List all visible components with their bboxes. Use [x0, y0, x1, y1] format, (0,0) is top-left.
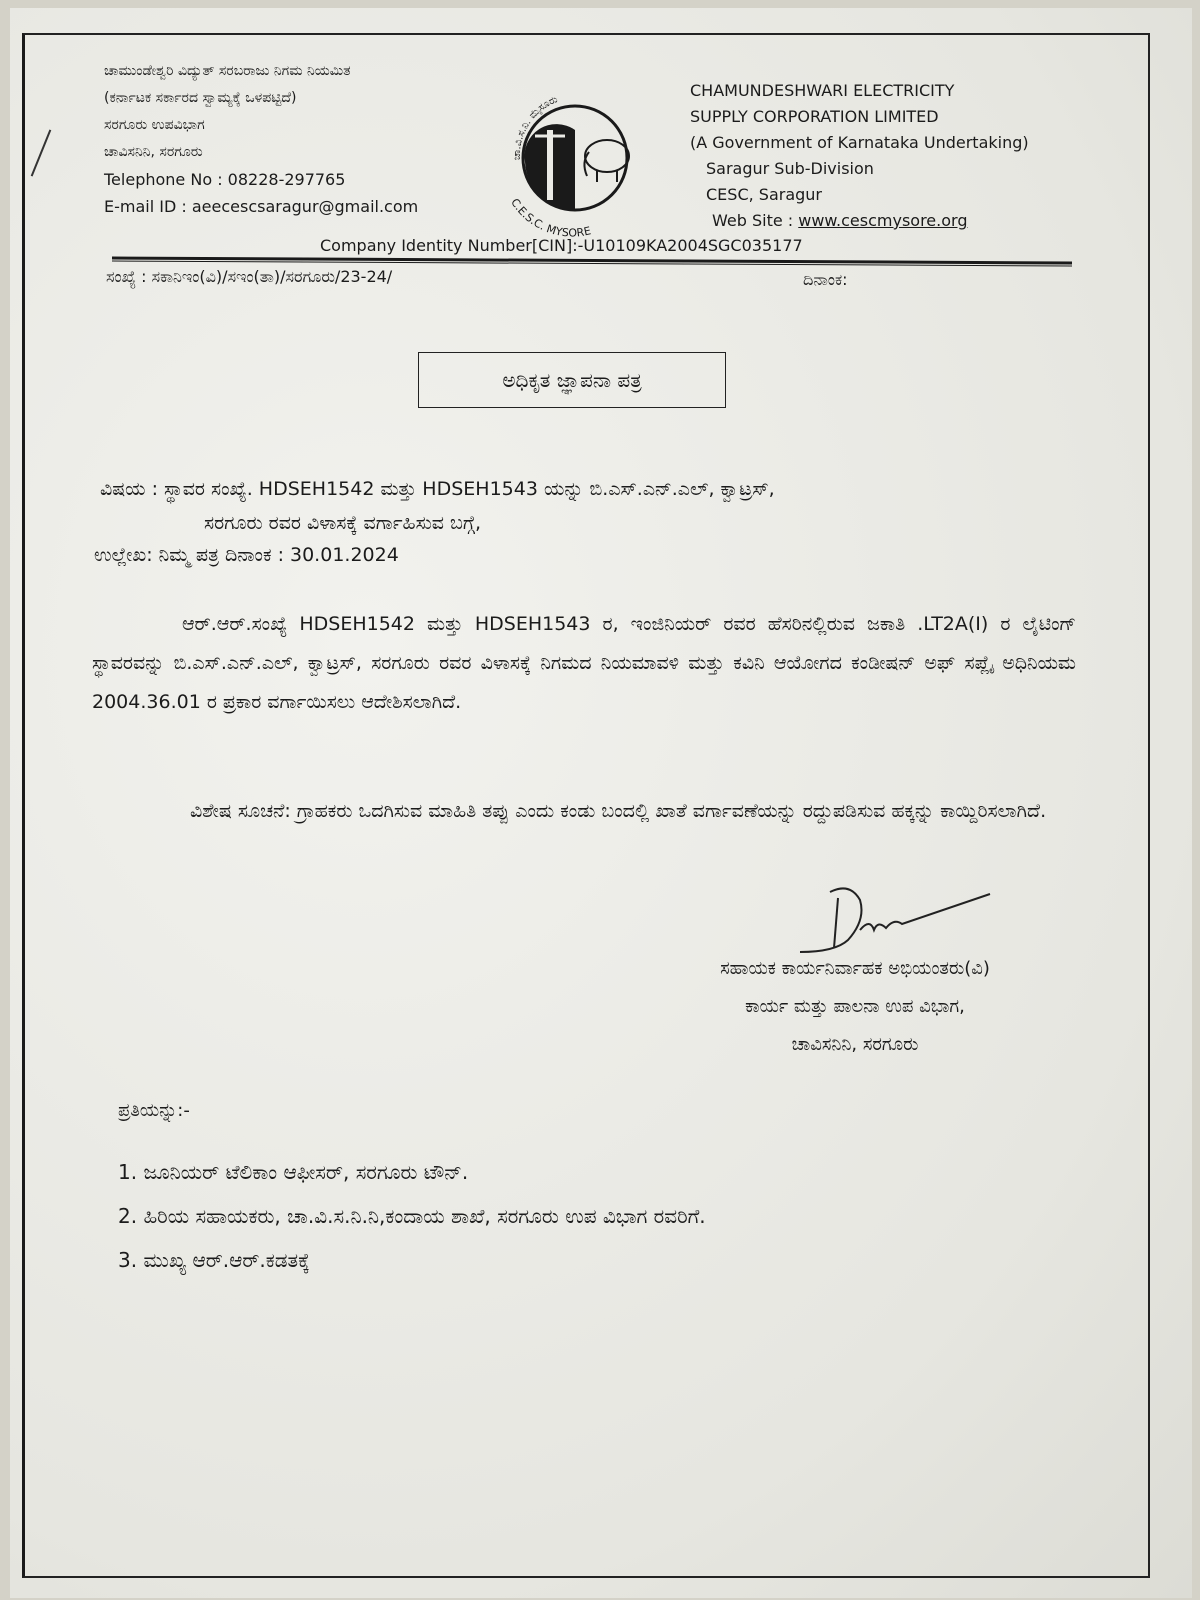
header-left	[104, 58, 484, 220]
subdivision-name: Saragur Sub-Division	[706, 159, 874, 178]
telephone: Telephone No : 08228-297765	[104, 170, 346, 189]
logo-top-text: ಚಾ.ವಿ.ಸ.ನಿ. ಮೈಸೂರು	[511, 94, 560, 161]
body-paragraph-1: ಆರ್.ಆರ್.ಸಂಖ್ಯೆ HDSEH1542 ಮತ್ತು HDSEH1543 ರ, ಇಂಜಿನಿಯರ್ ರವರ ಹೆಸರಿನಲ್ಲಿರುವ ಜಕಾತಿ .LT2A(I) ರ ಲೈಟಿಂಗ್ ಸ್ಥಾವರವನ್ನು ಬಿ.ಎಸ್.ಎನ್.ಎಲ್, ಕ್ವಾಟ್ರಸ್, ಸರಗೂರು ರವರ ವಿಳಾಸಕ್ಕೆ ನಿಗಮದ ನಿಯಮಾವಳಿ ಮತ್ತು ಕವಿನಿ ಆಯೋಗದ ಕಂಡೀಷನ್ ಅಫ್ ಸಪ್ಲೈ ಅಧಿನಿಯಮ 2004.36.01 ರ ಪ್ರಕಾರ ವರ್ಗಾಯಿಸಲು ಆದೇಶಿಸಲಾಗಿದೆ.	[92, 613, 1076, 713]
subject-block	[100, 472, 1100, 540]
signatory-office: ಚಾವಿಸನಿನಿ, ಸರಗೂರು	[791, 1034, 919, 1055]
subject-line1: ವಿಷಯ : ಸ್ಥಾವರ ಸಂಖ್ಯೆ. HDSEH1542 ಮತ್ತು HDSEH1543 ಯನ್ನು ಬಿ.ಎಸ್.ಎನ್.ಎಲ್, ಕ್ವಾಟ್ರಸ್,	[100, 478, 775, 500]
list-item: 2. ಹಿರಿಯ ಸಹಾಯಕರು, ಚಾ.ವಿ.ಸ.ನಿ.ನಿ,ಕಂದಾಯ ಶಾಖೆ, ಸರಗೂರು ಉಪ ವಿಭಾಗ ರವರಿಗೆ.	[118, 1204, 706, 1228]
body-paragraph-2: ವಿಶೇಷ ಸೂಚನೆ: ಗ್ರಾಹಕರು ಒದಗಿಸುವ ಮಾಹಿತಿ ತಪ್ಪು ಎಂದು ಕಂಡು ಬಂದಲ್ಲಿ ಖಾತೆ ವರ್ಗಾವಣೆಯನ್ನು ರದ್ದುಪಡಿಸುವ ಹಕ್ಕನ್ನು ಕಾಯ್ದಿರಿಸಲಾಗಿದೆ.	[190, 800, 1047, 822]
email: E-mail ID : aeecescsaragur@gmail.com	[104, 197, 419, 216]
website-link[interactable]: www.cescmysore.org	[798, 211, 968, 230]
reference-line: ಉಲ್ಲೇಖ: ನಿಮ್ಮ ಪತ್ರ ದಿನಾಂಕ : 30.01.2024	[94, 544, 399, 566]
website-label: Web Site :	[712, 211, 799, 230]
subdivision-kannada: ಸರಗೂರು ಉಪವಿಭಾಗ	[104, 117, 205, 133]
document-title: ಅಧಿಕೃತ ಜ್ಞಾಪನಾ ಪತ್ರ	[418, 352, 726, 408]
org-undertaking: (A Government of Karnataka Undertaking)	[690, 133, 1029, 152]
org-name-line2: SUPPLY CORPORATION LIMITED	[690, 107, 939, 126]
signatory-block	[620, 950, 1090, 1064]
list-item: 1. ಜೂನಿಯರ್ ಟೆಲಿಕಾಂ ಆಫೀಸರ್, ಸರಗೂರು ಟೌನ್.	[118, 1160, 469, 1184]
office-name: CESC, Saragur	[706, 185, 822, 204]
signature	[790, 880, 1000, 960]
copies-list	[118, 1150, 706, 1282]
signatory-designation: ಸಹಾಯಕ ಕಾರ್ಯನಿರ್ವಾಹಕ ಅಭಿಯಂತರು(ವಿ)	[720, 958, 990, 979]
website-line	[690, 208, 1110, 234]
org-undertaking-kannada: (ಕರ್ನಾಟಕ ಸರ್ಕಾರದ ಸ್ವಾಮ್ಯಕ್ಕೆ ಒಳಪಟ್ಟಿದೆ)	[104, 90, 297, 106]
subject-line2: ಸರಗೂರು ರವರ ವಿಳಾಸಕ್ಕೆ ವರ್ಗಾಹಿಸುವ ಬಗ್ಗೆ,	[204, 512, 482, 534]
office-kannada: ಚಾವಿಸನಿನಿ, ಸರಗೂರು	[104, 144, 203, 160]
signatory-section: ಕಾರ್ಯ ಮತ್ತು ಪಾಲನಾ ಉಪ ವಿಭಾಗ,	[745, 996, 965, 1017]
org-name-kannada: ಚಾಮುಂಡೇಶ್ವರಿ ವಿದ್ಯುತ್ ಸರಬರಾಜು ನಿಗಮ ನಿಯಮಿತ	[104, 63, 351, 79]
company-cin: Company Identity Number[CIN]:-U10109KA2004SGC035177	[320, 236, 803, 255]
list-item: 3. ಮುಖ್ಯ ಆರ್.ಆರ್.ಕಡತಕ್ಕೆ	[118, 1248, 310, 1272]
reference-number: ಸಂಖ್ಯೆ : ಸಕಾನಿಇಂ(ವಿ)/ಸಇಂ(ತಾ)/ಸರಗೂರು/23-24/	[106, 267, 393, 286]
org-name-line1: CHAMUNDESHWARI ELECTRICITY	[690, 81, 955, 100]
reference-date-label: ದಿನಾಂಕ:	[803, 270, 848, 289]
cesc-logo	[495, 90, 655, 240]
header-right	[690, 78, 1110, 234]
copies-heading: ಪ್ರತಿಯನ್ನು:-	[118, 1100, 190, 1121]
logo-bottom-text: C.E.S.C. MYSORE	[508, 196, 593, 240]
